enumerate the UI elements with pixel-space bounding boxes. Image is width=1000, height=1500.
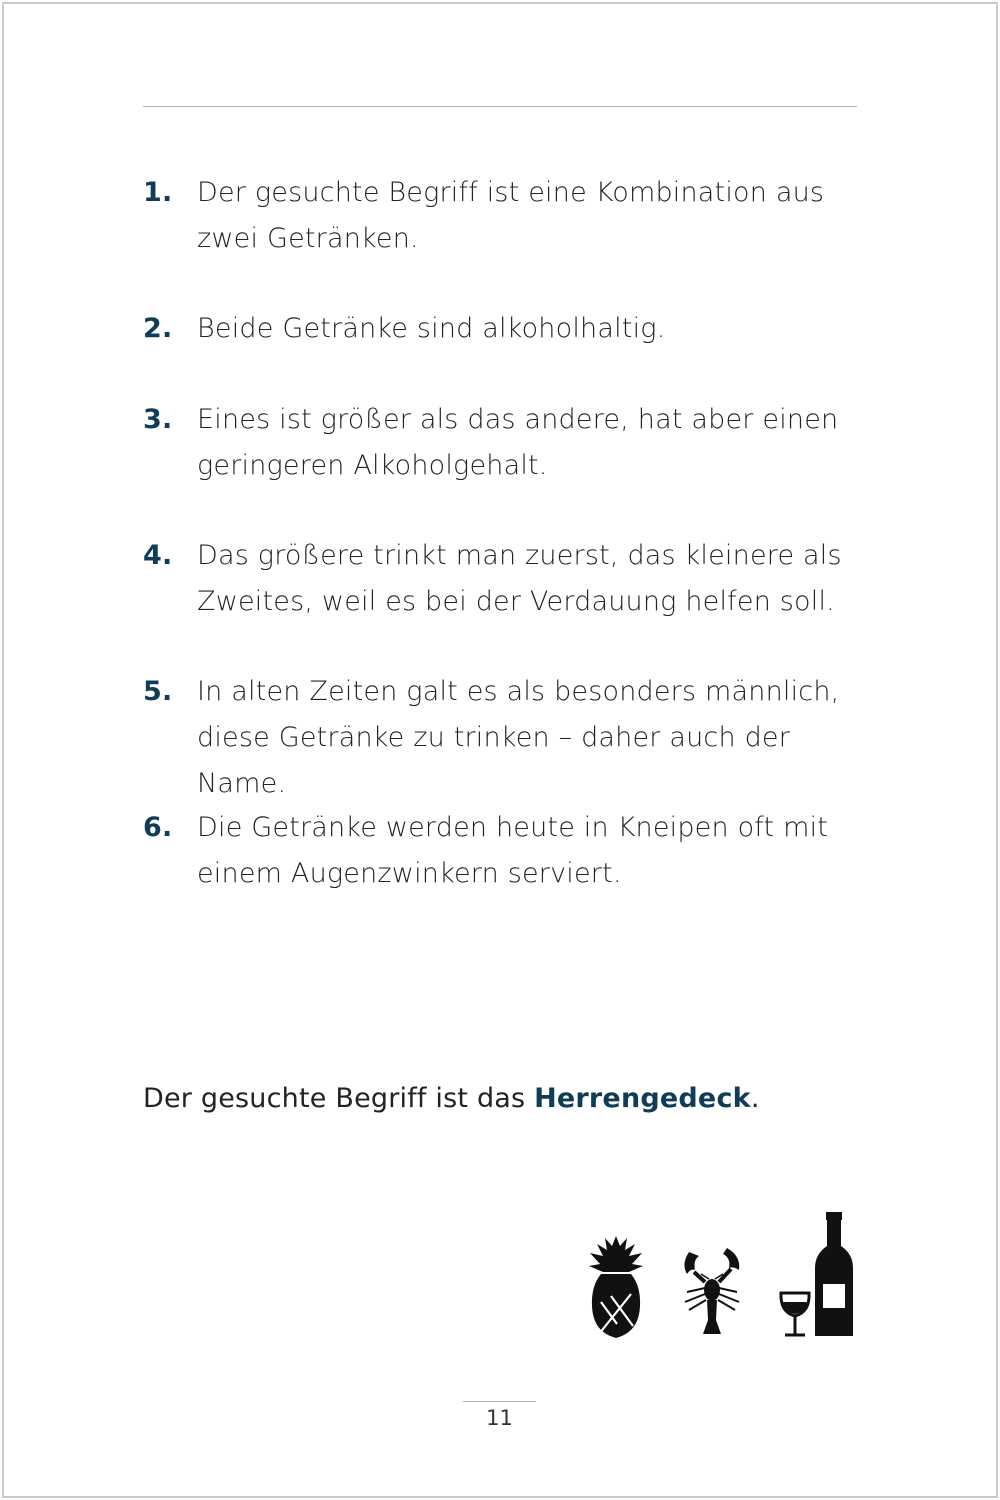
top-divider xyxy=(143,106,857,107)
answer-prefix: Der gesuchte Begriff ist das xyxy=(143,1083,535,1114)
pineapple-icon xyxy=(587,1236,645,1340)
page-number: 11 xyxy=(486,1406,513,1430)
clue-text: Beide Getränke sind alkoholhaltig. xyxy=(197,313,666,344)
footer-divider xyxy=(463,1401,536,1402)
answer-term: Herrengedeck xyxy=(534,1083,751,1114)
clue-number: 4. xyxy=(143,540,173,571)
clue-text: Die Getränke werden heute in Kneipen oft mit einem Augenzwinkern serviert. xyxy=(197,812,829,889)
clue-text: Eines ist größer als das andere, hat aber einen geringeren Alkoholgehalt. xyxy=(197,404,839,481)
clue-text: In alten Zeiten galt es als besonders männlich, diese Getränke zu trinken – daher auch der Name. xyxy=(197,676,840,799)
clue-number: 2. xyxy=(143,313,173,344)
clue-number: 3. xyxy=(143,404,173,435)
clue-number: 6. xyxy=(143,812,173,843)
clue-item-1 xyxy=(143,170,873,262)
lobster-icon xyxy=(681,1246,743,1340)
wine-glass-icon xyxy=(778,1290,812,1338)
clue-text: Der gesuchte Begriff ist eine Kombination aus zwei Getränken. xyxy=(197,177,825,254)
answer-sentence xyxy=(143,1076,760,1122)
wine-bottle-icon xyxy=(813,1212,855,1338)
answer-suffix: . xyxy=(750,1083,760,1114)
clue-item-5 xyxy=(143,669,873,807)
icon-row xyxy=(585,1210,860,1345)
clue-item-3 xyxy=(143,397,873,489)
clue-item-2 xyxy=(143,306,665,352)
clue-text: Das größere trinkt man zuerst, das kleinere als Zweites, weil es bei der Verdauung helfen soll. xyxy=(197,540,842,617)
clue-number: 1. xyxy=(143,177,173,208)
clue-item-6 xyxy=(143,805,873,897)
clue-number: 5. xyxy=(143,676,173,707)
clue-item-4 xyxy=(143,533,873,625)
